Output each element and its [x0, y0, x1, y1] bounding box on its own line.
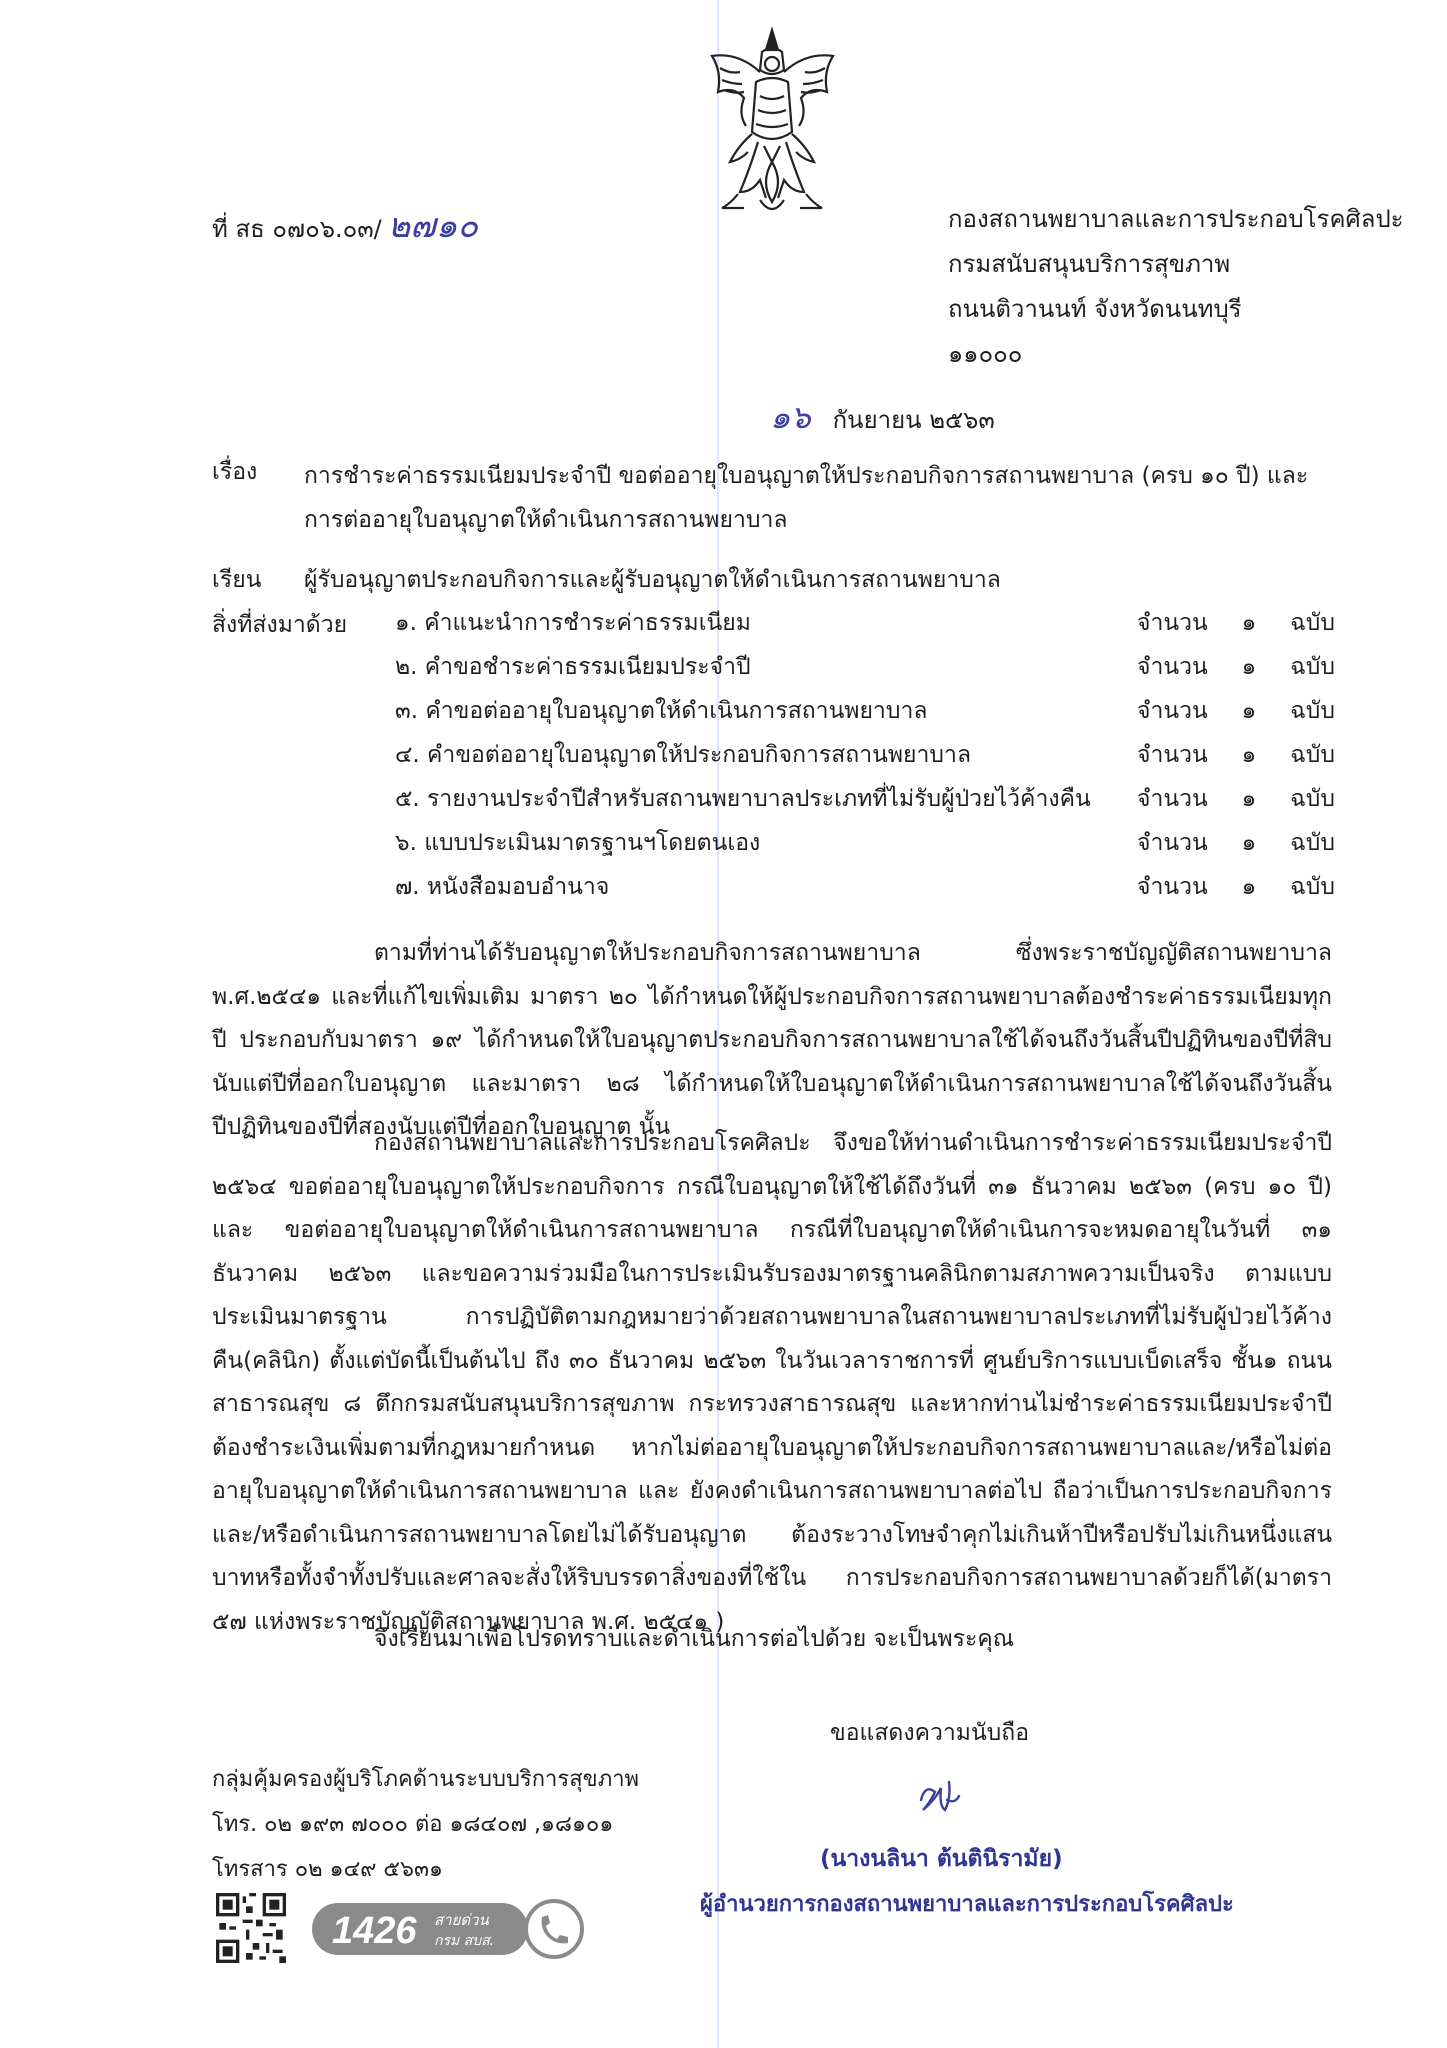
address-line: ถนนติวานนท์ จังหวัดนนทบุรี: [948, 295, 1242, 323]
sender-address: [948, 197, 1404, 377]
hotline-number: 1426: [332, 1910, 417, 1952]
quantity-value: ๑: [1241, 654, 1257, 680]
enclosure-text: ๒. คำขอชำระค่าธรรมเนียมประจำปี: [395, 654, 751, 680]
recipient-text: ผู้รับอนุญาตประกอบกิจการและผู้รับอนุญาตให้ดำเนินการสถานพยาบาล: [304, 567, 1001, 593]
quantity-value: ๑: [1241, 610, 1257, 636]
quantity-label: จำนวน: [1137, 786, 1208, 812]
body-paragraph-1: ตามที่ท่านได้รับอนุญาตให้ประกอบกิจการสถานพยาบาล ซึ่งพระราชบัญญัติสถานพยาบาล พ.ศ.๒๕๔๑ และที่แก้ไขเพิ่มเติม มาตรา ๒๐ ได้กำหนดให้ผู้ประกอบกิจการสถานพยาบาลต้องชำระค่าธรรมเนียมทุกปี ประกอบกับมาตรา ๑๙ ได้กำหนดให้ใบอนุญาตประกอบกิจการสถานพยาบาลใช้ได้จนถึงวันสิ้นปีปฏิทินของปีที่สิบนับแต่ปีที่ออกใบอนุญาต และมาตรา ๒๘ ได้กำหนดให้ใบอนุญาตให้ดำเนินการสถานพยาบาลใช้ได้จนถึงวันสิ้นปีปฏิทินของปีที่สองนับแต่ปีที่ออกใบอนุญาต นั้น: [212, 940, 1332, 1140]
quantity-unit: ฉบับ: [1290, 610, 1335, 636]
quantity-unit: ฉบับ: [1290, 742, 1335, 768]
document-number: [212, 198, 478, 252]
quantity-unit: ฉบับ: [1290, 698, 1335, 724]
enclosures-label: สิ่งที่ส่งมาด้วย: [212, 612, 348, 638]
enclosure-text: ๕. รายงานประจำปีสำหรับสถานพยาบาลประเภทที่ไม่รับผู้ป่วยไว้ค้างคืน: [395, 786, 1091, 812]
signer-position: ผู้อำนวยการกองสถานพยาบาลและการประกอบโรคศิลปะ: [700, 1892, 1234, 1917]
quantity-value: ๑: [1241, 698, 1257, 724]
enclosure-item: [395, 607, 1335, 651]
contact-phone: โทร. ๐๒ ๑๙๓ ๗๐๐๐ ต่อ ๑๘๔๐๗ ,๑๘๑๐๑: [212, 1812, 614, 1837]
quantity-label: จำนวน: [1137, 610, 1208, 636]
body-paragraph-2: กองสถานพยาบาลและการประกอบโรคศิลปะ จึงขอให้ท่านดำเนินการชำระค่าธรรมเนียมประจำปี ๒๕๖๔ ขอต่ออายุใบอนุญาตให้ประกอบกิจการ กรณีใบอนุญาตให้ใช้ได้ถึงวันที่ ๓๑ ธันวาคม ๒๕๖๓ (ครบ ๑๐ ปี) และ ขอต่ออายุใบอนุญาตให้ดำเนินการสถานพยาบาล กรณีที่ใบอนุญาตให้ดำเนินการจะหมดอายุในวันที่ ๓๑ ธันวาคม ๒๕๖๓ และขอความร่วมมือในการประเมินรับรองมาตรฐานคลินิกตามสภาพความเป็นจริง ตามแบบประเมินมาตรฐาน การปฏิบัติตามกฎหมายว่าด้วยสถานพยาบาลในสถานพยาบาลประเภทที่ไม่รับผู้ป่วยไว้ค้างคืน(คลินิก) ตั้งแต่บัดนี้เป็นต้นไป ถึง ๓๐ ธันวาคม ๒๕๖๓ ในวันเวลาราชการที่ ศูนย์บริการแบบเบ็ดเสร็จ ชั้น๑ ถนนสาธารณสุข ๘ ตึกกรมสนับสนุนบริการสุขภาพ กระทรวงสาธารณสุข และหากท่านไม่ชำระค่าธรรมเนียมประจำปี ต้องชำระเงินเพิ่มตามที่กฎหมายกำหนด หากไม่ต่ออายุใบอนุญาตให้ประกอบกิจการสถานพยาบาลและ/หรือไม่ต่ออายุใบอนุญาตให้ดำเนินการสถานพยาบาล และ ยังคงดำเนินการสถานพยาบาลต่อไป ถือว่าเป็นการประกอบกิจการและ/หรือดำเนินการสถานพยาบาลโดยไม่ได้รับอนุญาต ต้องระวางโทษจำคุกไม่เกินห้าปีหรือปรับไม่เกินหนึ่งแสนบาทหรือทั้งจำทั้งปรับและศาลจะสั่งให้ริบบรรดาสิ่งของที่ใช้ใน การประกอบกิจการสถานพยาบาลด้วยก็ได้(มาตรา ๕๗ แห่งพระราชบัญญัติสถานพยาบาล พ.ศ. ๒๕๔๑ ): [212, 1130, 1332, 1635]
garuda-emblem-icon: [700, 22, 845, 227]
regards-text: ขอแสดงความนับถือ: [830, 1720, 1030, 1746]
enclosure-item: [395, 651, 1335, 695]
enclosure-text: ๓. คำขอต่ออายุใบอนุญาตให้ดำเนินการสถานพยาบาล: [395, 698, 928, 724]
quantity-label: จำนวน: [1137, 874, 1208, 900]
enclosure-text: ๖. แบบประเมินมาตรฐานฯโดยตนเอง: [395, 830, 761, 856]
enclosure-item: [395, 827, 1335, 871]
handwritten-document-number: ๒๗๑๐: [387, 206, 479, 246]
address-line: กรมสนับสนุนบริการสุขภาพ: [948, 250, 1231, 278]
phone-circle: [526, 1901, 582, 1957]
quantity-unit: ฉบับ: [1290, 786, 1335, 812]
qr-code-icon: [216, 1893, 286, 1963]
enclosure-item: [395, 783, 1335, 827]
hotline-1426-logo: [310, 1895, 590, 1963]
subject-label: เรื่อง: [212, 459, 258, 485]
enclosure-text: ๗. หนังสือมอบอำนาจ: [395, 874, 610, 900]
subject-text: การชำระค่าธรรมเนียมประจำปี ขอต่ออายุใบอนุญาตให้ประกอบกิจการสถานพยาบาล (ครบ ๑๐ ปี) และการต่ออายุใบอนุญาตให้ดำเนินการสถานพยาบาล: [304, 463, 1309, 533]
enclosure-text: ๔. คำขอต่ออายุใบอนุญาตให้ประกอบกิจการสถานพยาบาล: [395, 742, 972, 768]
enclosure-text: ๑. คำแนะนำการชำระค่าธรรมเนียม: [395, 610, 751, 636]
quantity-label: จำนวน: [1137, 698, 1208, 724]
hotline-label: สายด่วน: [434, 1911, 489, 1929]
quantity-value: ๑: [1241, 742, 1257, 768]
letter-date: [770, 392, 995, 443]
quantity-label: จำนวน: [1137, 742, 1208, 768]
quantity-value: ๑: [1241, 874, 1257, 900]
contact-fax: โทรสาร ๐๒ ๑๔๙ ๕๖๓๑: [212, 1857, 443, 1882]
address-line: ๑๑๐๐๐: [948, 340, 1023, 368]
recipient-label: เรียน: [212, 567, 262, 593]
quantity-value: ๑: [1241, 830, 1257, 856]
contact-unit: กลุ่มคุ้มครองผู้บริโภคด้านระบบบริการสุขภาพ: [212, 1767, 640, 1792]
quantity-label: จำนวน: [1137, 654, 1208, 680]
signer-name: (นางนลินา ต้นตินิรามัย): [820, 1846, 1063, 1872]
address-line: กองสถานพยาบาลและการประกอบโรคศิลปะ: [948, 205, 1404, 233]
contact-block: [212, 1757, 639, 1892]
quantity-unit: ฉบับ: [1290, 654, 1335, 680]
enclosure-item: [395, 739, 1335, 783]
handwritten-date-day: ๑๖: [770, 398, 811, 436]
handwritten-signature: [915, 1770, 965, 1825]
quantity-value: ๑: [1241, 786, 1257, 812]
date-text: กันยายน ๒๕๖๓: [832, 406, 995, 434]
enclosures-list: [395, 607, 1335, 915]
quantity-label: จำนวน: [1137, 830, 1208, 856]
enclosure-item: [395, 871, 1335, 915]
quantity-unit: ฉบับ: [1290, 874, 1335, 900]
document-number-label: ที่ สธ ๐๗๐๖.๐๓/: [212, 215, 382, 243]
closing-sentence: จึงเรียนมาเพื่อโปรดทราบและดำเนินการต่อไปด้วย จะเป็นพระคุณ: [374, 1626, 1015, 1652]
enclosure-item: [395, 695, 1335, 739]
hotline-department: กรม สบส.: [434, 1933, 495, 1949]
quantity-unit: ฉบับ: [1290, 830, 1335, 856]
